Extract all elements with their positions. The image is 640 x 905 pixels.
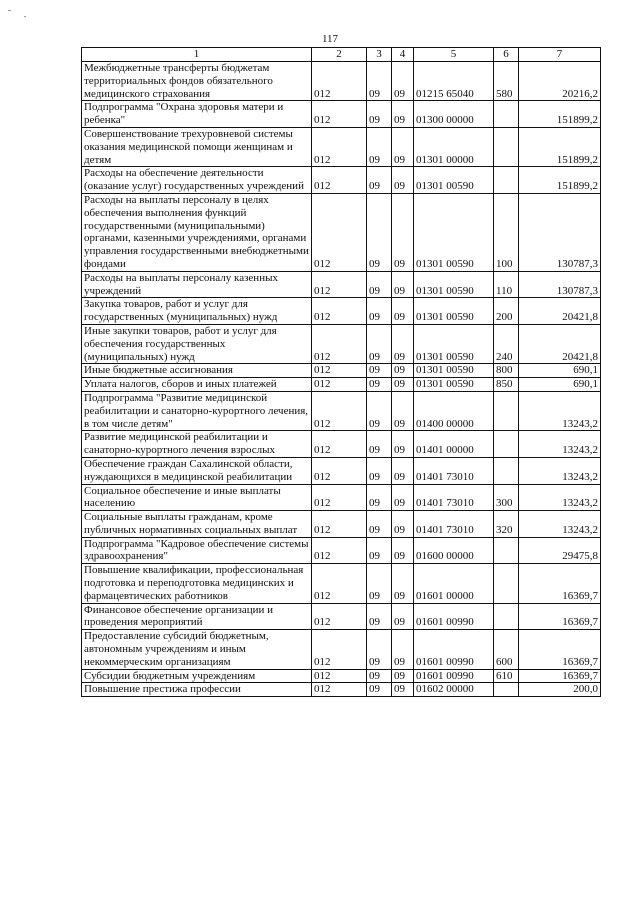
section-code: 09 (367, 193, 392, 271)
section-code: 09 (367, 127, 392, 166)
amount-value: 16369,7 (519, 630, 601, 669)
subsection-code: 09 (392, 564, 414, 603)
budget-table (81, 47, 601, 697)
subsection-code: 09 (392, 193, 414, 271)
table-row (82, 484, 601, 511)
amount-value: 13243,2 (519, 391, 601, 430)
row-name: Подпрограмма "Охрана здоровья матери и ребенка" (82, 101, 312, 128)
ministry-code: 012 (312, 564, 367, 603)
table-row (82, 564, 601, 603)
section-code: 09 (367, 630, 392, 669)
row-name: Социальные выплаты гражданам, кроме публичных нормативных социальных выплат (82, 511, 312, 538)
row-name: Расходы на выплаты персоналу в целях обеспечения выполнения функций государственными (муниципальными) органами, казенными учреждениями, органами управления государственными внебюджетными фондами (82, 193, 312, 271)
page-number: 117 (321, 33, 339, 45)
expense-type-code: 580 (494, 62, 519, 101)
table-row (82, 537, 601, 564)
ministry-code: 012 (312, 537, 367, 564)
target-article-code: 01400 00000 (414, 391, 494, 430)
ministry-code: 012 (312, 683, 367, 697)
section-code: 09 (367, 324, 392, 363)
section-code: 09 (367, 378, 392, 392)
section-code: 09 (367, 364, 392, 378)
table-row (82, 62, 601, 101)
amount-value: 16369,7 (519, 564, 601, 603)
subsection-code: 09 (392, 537, 414, 564)
amount-value: 16369,7 (519, 669, 601, 683)
ministry-code: 012 (312, 62, 367, 101)
ministry-code: 012 (312, 630, 367, 669)
subsection-code: 09 (392, 669, 414, 683)
amount-value: 130787,3 (519, 271, 601, 298)
target-article-code: 01215 65040 (414, 62, 494, 101)
amount-value: 151899,2 (519, 101, 601, 128)
section-code: 09 (367, 457, 392, 484)
row-name: Уплата налогов, сборов и иных платежей (82, 378, 312, 392)
target-article-code: 01301 00590 (414, 364, 494, 378)
expense-type-code: 200 (494, 298, 519, 325)
table-row (82, 669, 601, 683)
section-code: 09 (367, 431, 392, 458)
table-row (82, 391, 601, 430)
table-row (82, 364, 601, 378)
subsection-code: 09 (392, 457, 414, 484)
row-name: Финансовое обеспечение организации и проведения мероприятий (82, 603, 312, 630)
ministry-code: 012 (312, 431, 367, 458)
row-name: Подпрограмма "Развитие медицинской реабилитации и санаторно-курортного лечения, в том числе детям" (82, 391, 312, 430)
expense-type-code: 300 (494, 484, 519, 511)
column-header: 1 (82, 48, 312, 62)
section-code: 09 (367, 511, 392, 538)
target-article-code: 01301 00590 (414, 298, 494, 325)
expense-type-code: 100 (494, 193, 519, 271)
row-name: Межбюджетные трансферты бюджетам территориальных фондов обязательного медицинского страхования (82, 62, 312, 101)
scan-speck (8, 10, 11, 11)
expense-type-code (494, 457, 519, 484)
scan-speck (24, 16, 26, 17)
column-header: 6 (494, 48, 519, 62)
section-code: 09 (367, 391, 392, 430)
target-article-code: 01300 00000 (414, 101, 494, 128)
subsection-code: 09 (392, 630, 414, 669)
amount-value: 29475,8 (519, 537, 601, 564)
section-code: 09 (367, 167, 392, 194)
subsection-code: 09 (392, 484, 414, 511)
row-name: Расходы на обеспечение деятельности (оказание услуг) государственных учреждений (82, 167, 312, 194)
section-code: 09 (367, 298, 392, 325)
target-article-code: 01401 73010 (414, 484, 494, 511)
ministry-code: 012 (312, 127, 367, 166)
target-article-code: 01600 00000 (414, 537, 494, 564)
section-code: 09 (367, 683, 392, 697)
ministry-code: 012 (312, 167, 367, 194)
amount-value: 13243,2 (519, 457, 601, 484)
column-header: 5 (414, 48, 494, 62)
expense-type-code (494, 127, 519, 166)
ministry-code: 012 (312, 511, 367, 538)
section-code: 09 (367, 669, 392, 683)
row-name: Субсидии бюджетным учреждениям (82, 669, 312, 683)
section-code: 09 (367, 537, 392, 564)
target-article-code: 01401 73010 (414, 457, 494, 484)
expense-type-code (494, 564, 519, 603)
amount-value: 16369,7 (519, 603, 601, 630)
table-row (82, 101, 601, 128)
table-row (82, 431, 601, 458)
table-row (82, 630, 601, 669)
expense-type-code: 610 (494, 669, 519, 683)
expense-type-code (494, 101, 519, 128)
subsection-code: 09 (392, 683, 414, 697)
ministry-code: 012 (312, 364, 367, 378)
subsection-code: 09 (392, 603, 414, 630)
target-article-code: 01301 00590 (414, 378, 494, 392)
expense-type-code (494, 683, 519, 697)
subsection-code: 09 (392, 127, 414, 166)
column-header: 2 (312, 48, 367, 62)
subsection-code: 09 (392, 378, 414, 392)
target-article-code: 01301 00590 (414, 193, 494, 271)
section-code: 09 (367, 564, 392, 603)
row-name: Подпрограмма "Кадровое обеспечение системы здравоохранения" (82, 537, 312, 564)
amount-value: 13243,2 (519, 511, 601, 538)
row-name: Иные бюджетные ассигнования (82, 364, 312, 378)
target-article-code: 01601 00990 (414, 669, 494, 683)
amount-value: 200,0 (519, 683, 601, 697)
target-article-code: 01301 00590 (414, 324, 494, 363)
ministry-code: 012 (312, 457, 367, 484)
ministry-code: 012 (312, 669, 367, 683)
amount-value: 130787,3 (519, 193, 601, 271)
expense-type-code: 240 (494, 324, 519, 363)
target-article-code: 01601 00990 (414, 630, 494, 669)
table-row (82, 167, 601, 194)
column-header: 3 (367, 48, 392, 62)
table-row (82, 298, 601, 325)
expense-type-code: 850 (494, 378, 519, 392)
expense-type-code (494, 603, 519, 630)
section-code: 09 (367, 62, 392, 101)
table-row (82, 457, 601, 484)
ministry-code: 012 (312, 484, 367, 511)
section-code: 09 (367, 271, 392, 298)
row-name: Повышение квалификации, профессиональная подготовка и переподготовка медицинских и фармацевтических работников (82, 564, 312, 603)
column-header: 4 (392, 48, 414, 62)
ministry-code: 012 (312, 193, 367, 271)
target-article-code: 01301 00000 (414, 127, 494, 166)
subsection-code: 09 (392, 62, 414, 101)
row-name: Обеспечение граждан Сахалинской области, нуждающихся в медицинской реабилитации (82, 457, 312, 484)
row-name: Совершенствование трехуровневой системы оказания медицинской помощи женщинам и детям (82, 127, 312, 166)
row-name: Закупка товаров, работ и услуг для государственных (муниципальных) нужд (82, 298, 312, 325)
subsection-code: 09 (392, 167, 414, 194)
ministry-code: 012 (312, 378, 367, 392)
subsection-code: 09 (392, 364, 414, 378)
target-article-code: 01602 00000 (414, 683, 494, 697)
subsection-code: 09 (392, 431, 414, 458)
row-name: Развитие медицинской реабилитации и санаторно-курортного лечения взрослых (82, 431, 312, 458)
table-row (82, 271, 601, 298)
table-row (82, 603, 601, 630)
ministry-code: 012 (312, 271, 367, 298)
column-header: 7 (519, 48, 601, 62)
target-article-code: 01301 00590 (414, 167, 494, 194)
row-name: Предоставление субсидий бюджетным, автономным учреждениям и иным некоммерческим организациям (82, 630, 312, 669)
expense-type-code (494, 167, 519, 194)
row-name: Социальное обеспечение и иные выплаты населению (82, 484, 312, 511)
row-name: Иные закупки товаров, работ и услуг для обеспечения государственных (муниципальных) нужд (82, 324, 312, 363)
table-row (82, 511, 601, 538)
section-code: 09 (367, 603, 392, 630)
table-row (82, 683, 601, 697)
section-code: 09 (367, 101, 392, 128)
expense-type-code (494, 431, 519, 458)
table-row (82, 324, 601, 363)
table-row (82, 193, 601, 271)
amount-value: 20421,8 (519, 324, 601, 363)
amount-value: 151899,2 (519, 167, 601, 194)
subsection-code: 09 (392, 101, 414, 128)
subsection-code: 09 (392, 511, 414, 538)
amount-value: 690,1 (519, 364, 601, 378)
ministry-code: 012 (312, 603, 367, 630)
amount-value: 690,1 (519, 378, 601, 392)
expense-type-code (494, 391, 519, 430)
amount-value: 13243,2 (519, 431, 601, 458)
table-body (82, 62, 601, 697)
expense-type-code: 600 (494, 630, 519, 669)
target-article-code: 01401 73010 (414, 511, 494, 538)
target-article-code: 01601 00000 (414, 564, 494, 603)
ministry-code: 012 (312, 298, 367, 325)
table-row (82, 378, 601, 392)
table-row (82, 127, 601, 166)
subsection-code: 09 (392, 324, 414, 363)
ministry-code: 012 (312, 391, 367, 430)
expense-type-code (494, 537, 519, 564)
target-article-code: 01601 00990 (414, 603, 494, 630)
amount-value: 20216,2 (519, 62, 601, 101)
ministry-code: 012 (312, 101, 367, 128)
expense-type-code: 800 (494, 364, 519, 378)
ministry-code: 012 (312, 324, 367, 363)
section-code: 09 (367, 484, 392, 511)
target-article-code: 01301 00590 (414, 271, 494, 298)
amount-value: 151899,2 (519, 127, 601, 166)
table-header-row (82, 48, 601, 62)
expense-type-code: 320 (494, 511, 519, 538)
amount-value: 13243,2 (519, 484, 601, 511)
target-article-code: 01401 00000 (414, 431, 494, 458)
row-name: Повышение престижа профессии (82, 683, 312, 697)
subsection-code: 09 (392, 298, 414, 325)
amount-value: 20421,8 (519, 298, 601, 325)
subsection-code: 09 (392, 271, 414, 298)
row-name: Расходы на выплаты персоналу казенных учреждений (82, 271, 312, 298)
subsection-code: 09 (392, 391, 414, 430)
expense-type-code: 110 (494, 271, 519, 298)
